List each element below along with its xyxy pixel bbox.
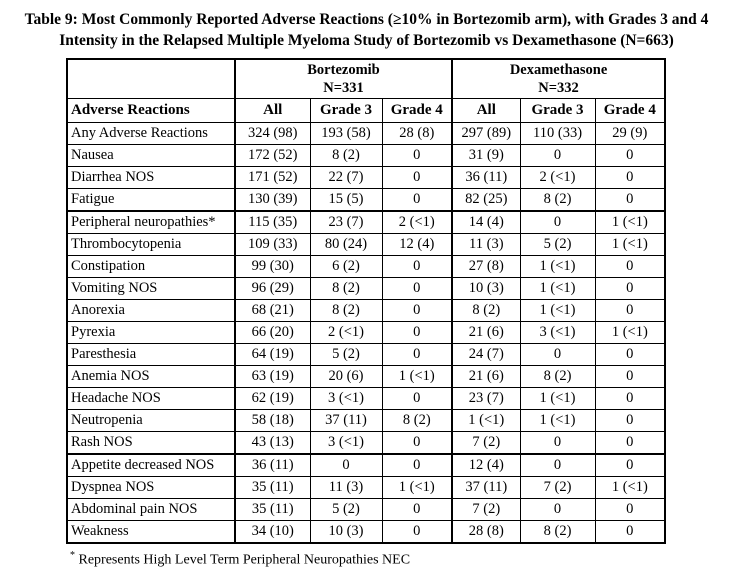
value-cell: 8 (2) — [310, 145, 382, 167]
value-cell: 7 (2) — [452, 499, 520, 521]
value-cell: 1 (<1) — [520, 256, 595, 278]
adverse-reactions-table — [66, 58, 666, 544]
value-cell: 7 (2) — [452, 432, 520, 455]
group-header-row — [67, 59, 665, 99]
value-cell: 68 (21) — [235, 300, 310, 322]
footnote-text: Represents High Level Term Peripheral Neuropathies NEC — [78, 552, 411, 568]
value-cell: 23 (7) — [452, 388, 520, 410]
value-cell: 0 — [595, 145, 665, 167]
footnote-marker: * — [70, 550, 75, 561]
value-cell: 15 (5) — [310, 189, 382, 212]
value-cell: 0 — [520, 432, 595, 455]
value-cell: 11 (3) — [452, 234, 520, 256]
value-cell: 0 — [382, 499, 452, 521]
reaction-name-cell: Abdominal pain NOS — [67, 499, 235, 521]
value-cell: 21 (6) — [452, 366, 520, 388]
reaction-name-cell: Anorexia — [67, 300, 235, 322]
value-cell: 96 (29) — [235, 278, 310, 300]
value-cell: 58 (18) — [235, 410, 310, 432]
reaction-name-cell: Any Adverse Reactions — [67, 123, 235, 145]
value-cell: 0 — [520, 454, 595, 477]
table-row — [67, 432, 665, 455]
table-row — [67, 410, 665, 432]
group-header-bortezomib — [235, 59, 452, 99]
value-cell: 37 (11) — [310, 410, 382, 432]
table-row — [67, 123, 665, 145]
value-cell: 0 — [595, 410, 665, 432]
group-name-bortezomib: Bortezomib — [307, 62, 380, 78]
value-cell: 24 (7) — [452, 344, 520, 366]
value-cell: 1 (<1) — [595, 477, 665, 499]
value-cell: 0 — [595, 432, 665, 455]
reaction-name-cell: Constipation — [67, 256, 235, 278]
table-row — [67, 189, 665, 212]
table-row — [67, 211, 665, 234]
value-cell: 22 (7) — [310, 167, 382, 189]
page-title — [0, 0, 733, 51]
value-cell: 0 — [520, 499, 595, 521]
table-row — [67, 167, 665, 189]
value-cell: 35 (11) — [235, 477, 310, 499]
footnote — [70, 547, 733, 569]
value-cell: 193 (58) — [310, 123, 382, 145]
value-cell: 12 (4) — [382, 234, 452, 256]
row-header-adverse-reactions: Adverse Reactions — [67, 99, 235, 123]
value-cell: 1 (<1) — [595, 234, 665, 256]
value-cell: 62 (19) — [235, 388, 310, 410]
value-cell: 0 — [595, 167, 665, 189]
value-cell: 0 — [382, 256, 452, 278]
reaction-name-cell: Dyspnea NOS — [67, 477, 235, 499]
corner-cell — [67, 59, 235, 99]
value-cell: 110 (33) — [520, 123, 595, 145]
value-cell: 0 — [520, 344, 595, 366]
reaction-name-cell: Nausea — [67, 145, 235, 167]
value-cell: 1 (<1) — [452, 410, 520, 432]
value-cell: 2 (<1) — [382, 211, 452, 234]
value-cell: 324 (98) — [235, 123, 310, 145]
value-cell: 29 (9) — [595, 123, 665, 145]
value-cell: 0 — [382, 189, 452, 212]
table-row — [67, 322, 665, 344]
value-cell: 82 (25) — [452, 189, 520, 212]
reaction-name-cell: Appetite decreased NOS — [67, 454, 235, 477]
value-cell: 36 (11) — [452, 167, 520, 189]
value-cell: 28 (8) — [452, 521, 520, 544]
reaction-name-cell: Weakness — [67, 521, 235, 544]
sub-header-grade3-dexamethasone: Grade 3 — [520, 99, 595, 123]
value-cell: 63 (19) — [235, 366, 310, 388]
table-row — [67, 366, 665, 388]
value-cell: 0 — [520, 211, 595, 234]
table-row — [67, 300, 665, 322]
sub-header-grade3-bortezomib: Grade 3 — [310, 99, 382, 123]
value-cell: 2 (<1) — [520, 167, 595, 189]
value-cell: 34 (10) — [235, 521, 310, 544]
value-cell: 1 (<1) — [520, 388, 595, 410]
table-row — [67, 521, 665, 544]
value-cell: 8 (2) — [520, 189, 595, 212]
value-cell: 1 (<1) — [382, 477, 452, 499]
value-cell: 8 (2) — [310, 278, 382, 300]
value-cell: 7 (2) — [520, 477, 595, 499]
value-cell: 0 — [595, 388, 665, 410]
table-row — [67, 256, 665, 278]
value-cell: 12 (4) — [452, 454, 520, 477]
table-row — [67, 145, 665, 167]
reaction-name-cell: Headache NOS — [67, 388, 235, 410]
value-cell: 0 — [595, 344, 665, 366]
value-cell: 0 — [595, 521, 665, 544]
value-cell: 23 (7) — [310, 211, 382, 234]
value-cell: 66 (20) — [235, 322, 310, 344]
value-cell: 10 (3) — [452, 278, 520, 300]
value-cell: 2 (<1) — [310, 322, 382, 344]
reaction-name-cell: Rash NOS — [67, 432, 235, 455]
reaction-name-cell: Vomiting NOS — [67, 278, 235, 300]
value-cell: 1 (<1) — [520, 410, 595, 432]
reaction-name-cell: Thrombocytopenia — [67, 234, 235, 256]
value-cell: 8 (2) — [382, 410, 452, 432]
table-row — [67, 278, 665, 300]
title-line-1: Table 9: Most Commonly Reported Adverse Reactions (≥10% in Bortezomib arm), with Grades 3 and 4 — [24, 11, 709, 28]
value-cell: 109 (33) — [235, 234, 310, 256]
group-n-bortezomib: N=331 — [323, 80, 364, 96]
sub-header-grade4-bortezomib: Grade 4 — [382, 99, 452, 123]
value-cell: 0 — [595, 499, 665, 521]
value-cell: 0 — [595, 256, 665, 278]
value-cell: 35 (11) — [235, 499, 310, 521]
group-header-dexamethasone — [452, 59, 665, 99]
value-cell: 0 — [595, 454, 665, 477]
value-cell: 0 — [382, 432, 452, 455]
value-cell: 0 — [595, 278, 665, 300]
table-row — [67, 499, 665, 521]
value-cell: 99 (30) — [235, 256, 310, 278]
value-cell: 171 (52) — [235, 167, 310, 189]
value-cell: 297 (89) — [452, 123, 520, 145]
value-cell: 37 (11) — [452, 477, 520, 499]
table-row — [67, 344, 665, 366]
value-cell: 14 (4) — [452, 211, 520, 234]
value-cell: 11 (3) — [310, 477, 382, 499]
value-cell: 64 (19) — [235, 344, 310, 366]
table-body — [67, 123, 665, 544]
value-cell: 0 — [382, 521, 452, 544]
value-cell: 21 (6) — [452, 322, 520, 344]
reaction-name-cell: Peripheral neuropathies* — [67, 211, 235, 234]
value-cell: 8 (2) — [310, 300, 382, 322]
value-cell: 36 (11) — [235, 454, 310, 477]
value-cell: 0 — [382, 300, 452, 322]
value-cell: 115 (35) — [235, 211, 310, 234]
title-line-2: Intensity in the Relapsed Multiple Myeloma Study of Bortezomib vs Dexamethasone (N=663) — [59, 32, 674, 49]
value-cell: 0 — [382, 344, 452, 366]
value-cell: 1 (<1) — [595, 211, 665, 234]
reaction-name-cell: Fatigue — [67, 189, 235, 212]
value-cell: 20 (6) — [310, 366, 382, 388]
value-cell: 6 (2) — [310, 256, 382, 278]
value-cell: 3 (<1) — [310, 432, 382, 455]
value-cell: 5 (2) — [310, 344, 382, 366]
value-cell: 28 (8) — [382, 123, 452, 145]
value-cell: 0 — [382, 388, 452, 410]
value-cell: 43 (13) — [235, 432, 310, 455]
value-cell: 0 — [595, 300, 665, 322]
value-cell: 8 (2) — [520, 366, 595, 388]
table-row — [67, 388, 665, 410]
value-cell: 8 (2) — [520, 521, 595, 544]
value-cell: 5 (2) — [310, 499, 382, 521]
value-cell: 3 (<1) — [520, 322, 595, 344]
group-n-dexamethasone: N=332 — [538, 80, 579, 96]
value-cell: 1 (<1) — [382, 366, 452, 388]
value-cell: 0 — [520, 145, 595, 167]
value-cell: 31 (9) — [452, 145, 520, 167]
value-cell: 27 (8) — [452, 256, 520, 278]
value-cell: 80 (24) — [310, 234, 382, 256]
value-cell: 0 — [310, 454, 382, 477]
table-row — [67, 234, 665, 256]
table-row — [67, 454, 665, 477]
sub-header-row — [67, 99, 665, 123]
value-cell: 130 (39) — [235, 189, 310, 212]
sub-header-all-dexamethasone: All — [452, 99, 520, 123]
value-cell: 10 (3) — [310, 521, 382, 544]
value-cell: 0 — [382, 322, 452, 344]
table-row — [67, 477, 665, 499]
sub-header-all-bortezomib: All — [235, 99, 310, 123]
value-cell: 0 — [382, 454, 452, 477]
value-cell: 0 — [382, 145, 452, 167]
value-cell: 1 (<1) — [595, 322, 665, 344]
reaction-name-cell: Anemia NOS — [67, 366, 235, 388]
reaction-name-cell: Diarrhea NOS — [67, 167, 235, 189]
value-cell: 1 (<1) — [520, 300, 595, 322]
value-cell: 0 — [595, 366, 665, 388]
value-cell: 0 — [382, 167, 452, 189]
reaction-name-cell: Neutropenia — [67, 410, 235, 432]
value-cell: 5 (2) — [520, 234, 595, 256]
reaction-name-cell: Pyrexia — [67, 322, 235, 344]
reaction-name-cell: Paresthesia — [67, 344, 235, 366]
sub-header-grade4-dexamethasone: Grade 4 — [595, 99, 665, 123]
group-name-dexamethasone: Dexamethasone — [509, 62, 608, 78]
value-cell: 172 (52) — [235, 145, 310, 167]
value-cell: 0 — [595, 189, 665, 212]
value-cell: 3 (<1) — [310, 388, 382, 410]
value-cell: 1 (<1) — [520, 278, 595, 300]
value-cell: 0 — [382, 278, 452, 300]
value-cell: 8 (2) — [452, 300, 520, 322]
